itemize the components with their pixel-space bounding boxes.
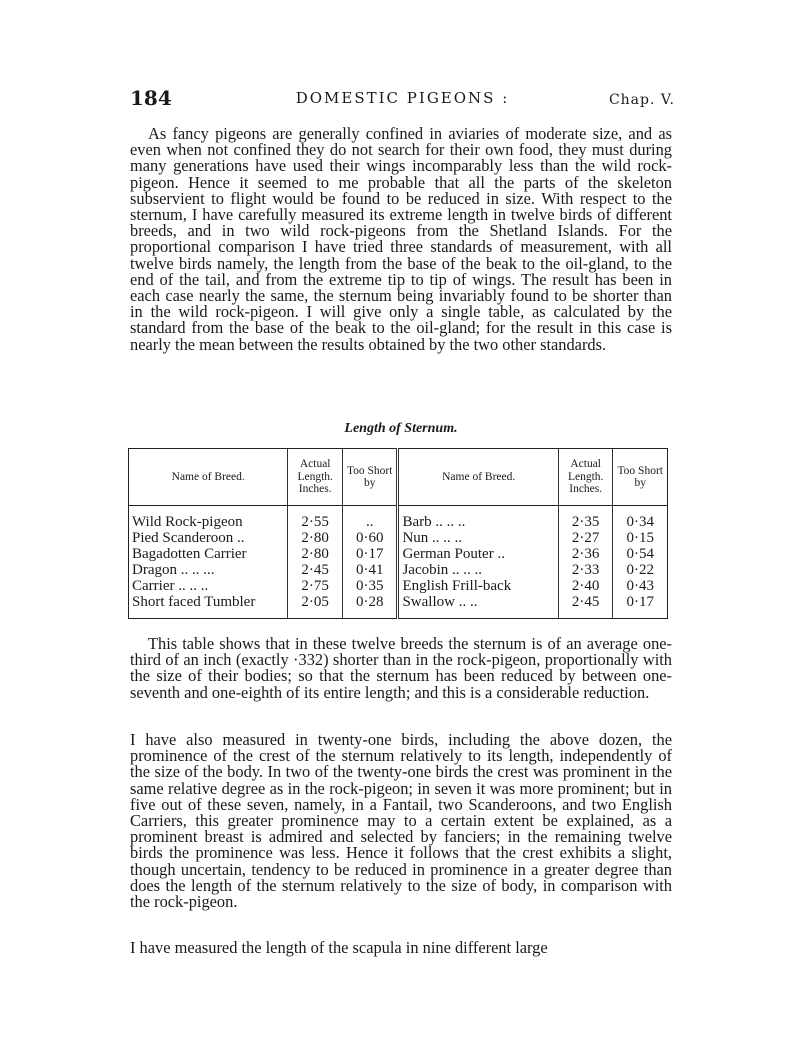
header-actual-length-2: Actual Length. Inches. xyxy=(558,449,613,506)
breed-name: Wild Rock-pigeon xyxy=(129,506,288,531)
breed-name: Nun .. .. .. xyxy=(398,530,558,546)
actual-length: 2·80 xyxy=(288,530,343,546)
actual-length: 2·55 xyxy=(288,506,343,531)
breed-name: English Frill-back xyxy=(398,578,558,594)
running-head: DOMESTIC PIGEONS : xyxy=(295,89,510,107)
header-actual-length: Actual Length. Inches. xyxy=(288,449,343,506)
actual-length: 2·36 xyxy=(558,546,613,562)
actual-length: 2·40 xyxy=(558,578,613,594)
page-number: 184 xyxy=(130,86,172,110)
actual-length: 2·45 xyxy=(558,594,613,619)
breed-name: Pied Scanderoon .. xyxy=(129,530,288,546)
header-too-short-by: Too Short by xyxy=(342,449,398,506)
breed-name: Barb .. .. .. xyxy=(398,506,558,531)
actual-length: 2·75 xyxy=(288,578,343,594)
header-name-of-breed-2: Name of Breed. xyxy=(398,449,558,506)
too-short-by: 0·34 xyxy=(613,506,668,531)
table-row xyxy=(129,578,668,594)
table-row xyxy=(129,594,668,619)
actual-length: 2·80 xyxy=(288,546,343,562)
actual-length: 2·27 xyxy=(558,530,613,546)
breed-name: Bagadotten Carrier xyxy=(129,546,288,562)
breed-name: Jacobin .. .. .. xyxy=(398,562,558,578)
too-short-by: 0·22 xyxy=(613,562,668,578)
page-header xyxy=(130,86,675,112)
breed-name: German Pouter .. xyxy=(398,546,558,562)
header-too-short-by-2: Too Short by xyxy=(613,449,668,506)
breed-name: Swallow .. .. xyxy=(398,594,558,619)
actual-length: 2·05 xyxy=(288,594,343,619)
breed-name: Carrier .. .. .. xyxy=(129,578,288,594)
table-row xyxy=(129,562,668,578)
sternum-table xyxy=(128,448,668,619)
too-short-by: 0·60 xyxy=(342,530,398,546)
too-short-by: 0·35 xyxy=(342,578,398,594)
table-row xyxy=(129,506,668,531)
too-short-by: 0·43 xyxy=(613,578,668,594)
chapter-label: Chap. V. xyxy=(608,92,675,108)
table-header-row xyxy=(129,449,668,506)
too-short-by: 0·15 xyxy=(613,530,668,546)
actual-length: 2·45 xyxy=(288,562,343,578)
too-short-by: 0·41 xyxy=(342,562,398,578)
table-title: Length of Sternum. xyxy=(344,421,458,436)
actual-length: 2·35 xyxy=(558,506,613,531)
table-row xyxy=(129,530,668,546)
table-row xyxy=(129,546,668,562)
header-name-of-breed: Name of Breed. xyxy=(129,449,288,506)
too-short-by: 0·17 xyxy=(342,546,398,562)
too-short-by: .. xyxy=(342,506,398,531)
too-short-by: 0·54 xyxy=(613,546,668,562)
breed-name: Short faced Tumbler xyxy=(129,594,288,619)
paragraph-1: As fancy pigeons are generally confined in aviaries of moderate size, and as even when not confined they do not search for their own food, they must during many generations have used their wings incomparably less than the wild rock-pigeon. Hence it seemed to me probable that all the parts of the skeleton subservient to flight would be found to be reduced in size. With respect to the sternum, I have carefully measured its extreme length in twelve birds of different breeds, and in two wild rock-pigeons from the Shetland Islands. For the proportional comparison I have tried three standards of measurement, with all twelve birds namely, the length from the base of the beak to the oil-gland, to the end of the tail, and from the extreme tip to tip of wings. The result has been in each case nearly the same, the sternum being invariably found to be shorter than in the wild rock-pigeon. I will give only a single table, as calculated by the standard from the base of the beak to the oil-gland; for the result in this case is nearly the mean between the results obtained by the two other standards. xyxy=(130,124,672,354)
too-short-by: 0·17 xyxy=(613,594,668,619)
actual-length: 2·33 xyxy=(558,562,613,578)
paragraph-4: I have measured the length of the scapula in nine different large xyxy=(130,938,548,957)
paragraph-2: This table shows that in these twelve breeds the sternum is of an average one-third of an inch (exactly ·332) shorter than in the rock-pigeon, proportionally with the size of their bodies; so that the sternum has been reduced by between one-seventh and one-eighth of its entire length; and this is a considerable reduction. xyxy=(130,634,672,702)
paragraph-3: I have also measured in twenty-one birds, including the above dozen, the prominence of the crest of the sternum relatively to its length, independently of the size of the body. In two of the twenty-one birds the crest was prominent in the same relative degree as in the rock-pigeon; in seven it was more prominent; but in five out of these seven, namely, in a Fantail, two Scanderoons, and two English Carriers, this greater prominence may to a certain extent be explained, as a prominent breast is admired and selected by fanciers; in the remaining twelve birds the prominence was less. Hence it follows that the crest exhibits a slight, though uncertain, tendency to be reduced in prominence in a greater degree than does the length of the sternum relatively to the size of body, in comparison with the rock-pigeon. xyxy=(130,730,672,912)
too-short-by: 0·28 xyxy=(342,594,398,619)
breed-name: Dragon .. .. ... xyxy=(129,562,288,578)
